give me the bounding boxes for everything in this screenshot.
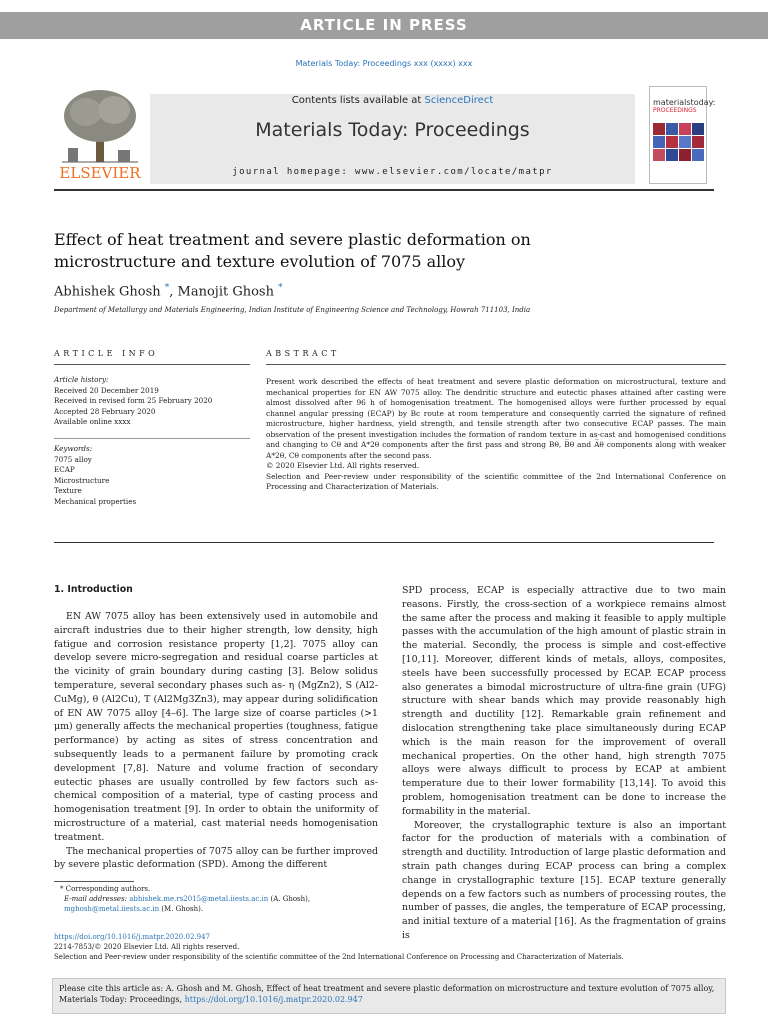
intro-paragraph-1: EN AW 7075 alloy has been extensively used in automobile and aircraft industries due to their higher strength, low density, high fatigue and corrosion resistance property [1,2]. 7075 alloy can develop severe micro-segregation and residual coarse particles at the vicinity of grain boundary during casting [3]. Below solidus temperature, several secondary phases such as- η (MgZn2), S (Al2-CuMg), θ (Al2Cu), T (Al2Mg3Zn3), may appear during solidification of EN AW 7075 alloy [4–6]. The large size of coarse particles (>1 μm) generally affects the mechanical properties (toughness, fatigue performance) by acting as sites of stress concentration and subsequently leads to a permanent failure by promoting crack development [7,8]. Nature and volume fraction of secondary eutectic phases are usually controlled by few factors such as- chemical composition of a material, type of casting process and homogenisation treatment [9]. In order to obtain the uniformity of microstructure of a material, cast material needs homogenisation treatment. bbox=[54, 611, 378, 843]
history-label: Article history: bbox=[54, 375, 109, 384]
keyword-item: Mechanical properties bbox=[54, 496, 137, 506]
history-online: Available online xxxx bbox=[54, 417, 131, 426]
issn-copyright: 2214-7853/© 2020 Elsevier Ltd. All rights reserved. bbox=[54, 943, 240, 951]
article-info-rule bbox=[54, 364, 250, 365]
keywords-label: Keywords: bbox=[54, 444, 93, 453]
history-revised: Received in revised form 25 February 2020 bbox=[54, 396, 213, 405]
journal-title: Materials Today: Proceedings bbox=[255, 119, 530, 141]
email-owner-1: (A. Ghosh), bbox=[268, 895, 311, 903]
cite-this-article-box bbox=[52, 978, 726, 1014]
cite-doi-link[interactable]: https://doi.org/10.1016/j.matpr.2020.02.947 bbox=[184, 995, 363, 1004]
elsevier-wordmark: ELSEVIER bbox=[59, 164, 141, 182]
body-left-column bbox=[54, 610, 378, 872]
keyword-item: Texture bbox=[54, 486, 82, 495]
history-accepted: Accepted 28 February 2020 bbox=[54, 406, 156, 416]
header-rule bbox=[54, 189, 714, 191]
cover-title-line1: materialstoday: bbox=[653, 98, 716, 107]
email-label: E-mail addresses: bbox=[64, 895, 130, 903]
article-title bbox=[54, 229, 614, 273]
doi-link[interactable]: https://doi.org/10.1016/j.matpr.2020.02.947 bbox=[54, 933, 210, 941]
history-received: Received 20 December 2019 bbox=[54, 385, 159, 395]
cover-title-line2: PROCEEDINGS bbox=[653, 107, 697, 114]
journal-cover bbox=[649, 86, 716, 184]
contents-line bbox=[150, 95, 635, 106]
abstract-rule bbox=[266, 364, 726, 365]
elsevier-logo bbox=[56, 86, 144, 184]
email-link-2[interactable]: mghosh@metal.iiests.ac.in bbox=[64, 905, 160, 913]
authors bbox=[54, 283, 283, 299]
intro-paragraph-4: Moreover, the crystallographic texture is also an important factor for the production of materials with a combination of strength and ductility. Introduction of large plastic deformation and strain path changes during ECAP process can bring a complex change in crystallographic texture [15]. ECAP texture generally depends on a few factors such as numbers of processing routes, the number of passes, die angles, the temperature of ECAP processing, and initial texture of a material [16]. As the fragmentation of grains is bbox=[402, 819, 726, 941]
sciencedirect-link[interactable]: ScienceDirect bbox=[424, 95, 494, 106]
keywords-rule bbox=[54, 438, 250, 439]
keywords bbox=[54, 444, 250, 507]
affiliation: Department of Metallurgy and Materials Engineering, Indian Institute of Engineering Science and Technology, Howrah 711103, India bbox=[54, 306, 531, 314]
abstract-body bbox=[266, 377, 726, 493]
abstract-heading: ABSTRACT bbox=[266, 349, 340, 358]
article-title-line1: Effect of heat treatment and severe plastic deformation on bbox=[54, 230, 531, 249]
selection-footer: Selection and Peer-review under responsibility of the scientific committee of the 2nd International Conference on Processing and Characterization of Materials. bbox=[54, 953, 624, 961]
abstract-selection: Selection and Peer-review under responsibility of the scientific committee of the 2nd International Conference on Processing and Characterization of Materials. bbox=[266, 471, 726, 491]
keyword-item: Microstructure bbox=[54, 475, 110, 485]
keyword-item: ECAP bbox=[54, 465, 75, 474]
cover-image-grid bbox=[650, 115, 706, 161]
abstract-copyright: © 2020 Elsevier Ltd. All rights reserved. bbox=[266, 461, 420, 470]
author-separator: , bbox=[169, 284, 178, 300]
abstract-bottom-rule bbox=[54, 542, 714, 543]
article-history bbox=[54, 375, 250, 428]
article-title-line2: microstructure and texture evolution of 7075 alloy bbox=[54, 252, 466, 271]
email-owner-2: (M. Ghosh). bbox=[159, 905, 204, 913]
intro-paragraph-3: SPD process, ECAP is especially attractive due to two main reasons. Firstly, the cross-section of a workpiece remains almost the same after the process and making it feasible to apply multiple passes with the accumulation of the high amount of plastic strain in the material. Secondly, the process is simple and cost-effective [10,11]. Moreover, different kinds of metals, alloys, composites, steels have been successfully processed by ECAP. ECAP process also generates a bimodal microstructure of ultra-fine grain (UFG) structure with shear bands which may provide reasonably high strength and ductility [12]. Remarkable grain refinement and dislocation strengthening take place simultaneously during ECAP which is the main reason for the improvement of overall mechanical properties. On the other hand, high strength 7075 alloys were always difficult to process by ECAP at ambient temperature due to their lower formability [13,14]. To avoid this problem, homogenisation treatment can be done to increase the formability in the material. bbox=[402, 585, 726, 817]
author-2: Manojit Ghosh bbox=[177, 284, 274, 300]
intro-paragraph-2: The mechanical properties of 7075 alloy can be further improved by severe plastic deformation (SPD). Among the different bbox=[54, 845, 378, 871]
footnote-rule bbox=[54, 881, 134, 882]
abstract-text: Present work described the effects of heat treatment and severe plastic deformation on microstructural, texture and mechanical properties for EN AW 7075 alloy. The dendritic structure and eutectic phases attained after casting were almost dissolved after 96 h of homogenisation treatment. The homogenised alloys were further processed by equal channel angular pressing (ECAP) by Bc route at room temperature and consequently carried the signature of refined microstructure, higher hardness, yield strength, and tensile strength after two consecutive ECAP passes. The main observation of the present investigation includes the formation of random texture in as-cast and homogenised conditions and changing to Cθ and A*2θ components after the first pass and strong Bθ, B̅θ and A̅θ components along with weaker A*2θ, Cθ components after the second pass. bbox=[266, 377, 726, 460]
journal-homepage[interactable]: journal homepage: www.elsevier.com/locate/matpr bbox=[232, 167, 553, 177]
article-info-heading: ARTICLE INFO bbox=[54, 349, 159, 358]
author-1-mark[interactable]: * bbox=[164, 283, 170, 293]
cite-text: Please cite this article as: A. Ghosh and M. Ghosh, Effect of heat treatment and severe plastic deformation on microstructure and texture evolution of 7075 alloy, Materials Today: Proceedings, bbox=[59, 984, 715, 1004]
article-in-press-banner: ARTICLE IN PRESS bbox=[0, 12, 768, 39]
email-link-1[interactable]: abhishek.me.rs2015@metal.iiests.ac.in bbox=[129, 895, 269, 903]
journal-reference[interactable]: Materials Today: Proceedings xxx (xxxx) xxx bbox=[295, 59, 473, 68]
footnotes bbox=[60, 884, 380, 914]
body-right-column bbox=[402, 584, 726, 943]
corresponding-authors-note: * Corresponding authors. bbox=[60, 885, 151, 893]
keyword-item: 7075 alloy bbox=[54, 454, 92, 464]
introduction-heading: 1. Introduction bbox=[54, 584, 133, 595]
author-2-mark[interactable]: * bbox=[278, 283, 283, 293]
contents-prefix: Contents lists available at bbox=[291, 95, 425, 106]
author-1: Abhishek Ghosh bbox=[54, 284, 161, 300]
